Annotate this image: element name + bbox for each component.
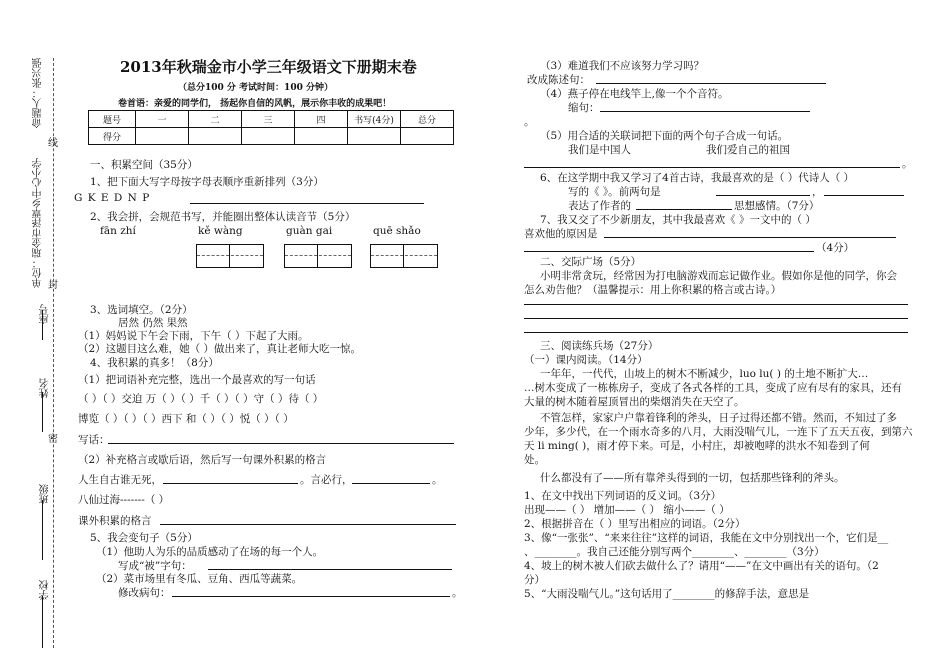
score-header-cell: 总分: [401, 111, 454, 128]
passage-line: 少年，多少代，在一个雨水奇多的八月，大雨没喘气儿，一连下了五天五夜，到第六: [524, 426, 913, 438]
q2-writing-box[interactable]: [370, 244, 438, 268]
q5-3-sentence: （3）难道我们不应该努力学习吗？: [540, 60, 705, 72]
write-line[interactable]: [108, 432, 454, 444]
q5-5-sentence-a: 我们是中国人: [568, 144, 631, 156]
extra-motto-label: 课外积累的格言: [78, 515, 152, 527]
name-label: 姓名: [40, 378, 51, 398]
seat-label: 座号: [40, 304, 51, 324]
r3-prompt: 3、像“一张张”、“来来往往”这样的词语，我能在文中分别找出一个，它们是__: [524, 532, 889, 544]
q7-reason-line[interactable]: [604, 226, 896, 238]
q4-1-prompt: （1）把词语补充完整，选出一个最喜欢的写一句话: [78, 374, 316, 386]
passage-line: 处。: [524, 454, 545, 466]
q5-1-sentence: （1）他助人为乐的品质感动了在场的每一个人。: [96, 546, 324, 558]
section-2-text-1: 小明非常贪玩，经常因为打电脑游戏而忘记做作业。假如你是他的同学，你会: [540, 270, 897, 282]
proposer-label: 命题人：张兴强: [33, 58, 44, 128]
q2-pinyin-1: fān zhí: [100, 225, 136, 237]
q1-prompt: 1、把下面大写字母按字母表顺序重新排列（3分）: [90, 176, 324, 188]
q3-sentence-1: （1）妈妈说下午会下雨，下午（ ）下起了大雨。: [78, 330, 309, 342]
q5-1-label: 写成“被”字句：: [118, 560, 192, 572]
q5-5-sentence: （5）用合适的关联词把下面的两个句子合成一句话。: [540, 130, 789, 142]
section-2-answer-line[interactable]: [524, 332, 908, 333]
period: 。: [432, 474, 443, 486]
period: 。: [524, 116, 535, 128]
extra-motto-line[interactable]: [160, 513, 456, 525]
proverb-2: 八仙过海-------（ ）: [78, 494, 170, 506]
q7-score: （4分）: [816, 242, 855, 254]
q4-idioms-row-2: 博览（ ）（ ）（ ）西下 和（ ）（ ）悦（ ）（ ）: [78, 413, 294, 425]
class-label: 班级: [40, 484, 51, 504]
q5-5-line[interactable]: [524, 156, 900, 168]
q6-line-a[interactable]: [716, 184, 810, 196]
school-blank[interactable]: [42, 596, 43, 648]
score-header-cell: 四: [295, 111, 348, 128]
q4-idioms-row-1: （ ）（ ）交迫 万（ ）（ ）千（ ）（ ）守（ ）待（ ）: [78, 393, 324, 405]
section-2-answer-line[interactable]: [524, 318, 908, 319]
score-cell[interactable]: [136, 128, 189, 145]
r3-line-2: 、________。我自己还能分别写两个________、________（3分）: [524, 546, 825, 558]
q2-writing-box[interactable]: [284, 244, 352, 268]
score-cell[interactable]: [401, 128, 454, 145]
q7-reason-label: 喜欢他的原因是: [524, 228, 598, 240]
period: 。: [452, 587, 463, 599]
comma: ，: [812, 186, 823, 198]
r1-answers: 出现——（ ） 增加——（ ） 缩小——（ ）: [524, 504, 730, 516]
q6-feeling-line[interactable]: [636, 198, 732, 210]
q5-4-line[interactable]: [600, 100, 810, 112]
q6-line-2: 写的《 》。前两句是: [568, 186, 661, 198]
seal-line-char: 线: [48, 138, 58, 149]
r2-prompt: 2、根据拼音在（ ）里写出相应的词语。（2分）: [524, 518, 746, 530]
seal-close-char: 密: [48, 434, 58, 445]
q2-pinyin-3: guàn gai: [286, 225, 333, 237]
q6-prompt: 6、在这学期中我又学习了4首古诗，我最喜欢的是（ ）代诗人（ ）: [540, 172, 855, 184]
section-1-heading: 一、积累空间（35分）: [90, 159, 198, 171]
class-blank[interactable]: [42, 500, 43, 560]
motto: 卷首语：亲爱的同学们， 扬起你自信的风帆，展示你丰收的成果吧！: [118, 99, 392, 109]
score-cell[interactable]: [348, 128, 401, 145]
q4-2-prompt: （2）补充格言或歇后语，然后写一句课外积累的格言: [78, 454, 327, 466]
name-blank[interactable]: [42, 392, 43, 432]
q2-pinyin-2: kě wàng: [198, 225, 243, 237]
q5-2-sentence: （2）菜市场里有冬瓜、豆角、西瓜等蔬菜。: [96, 573, 303, 585]
q2-writing-box[interactable]: [196, 244, 264, 268]
q7-reason-line-2[interactable]: [524, 240, 814, 252]
passage-line: 什么都没有了——所有靠斧头得到的一切，包括那些锋利的斧头。: [540, 472, 845, 484]
exam-meta: （总分100 分 考试时间：100 分钟）: [178, 83, 333, 93]
passage-line: 大量的树木随着屋顶冒出的柴烟消失在天空了。: [524, 396, 745, 408]
q4-prompt: 4、我积累的真多！（8分）: [90, 357, 219, 369]
proverb-1b-blank[interactable]: [352, 472, 430, 484]
r1-prompt: 1、在文中找出下列词语的反义词。（3分）: [524, 490, 722, 502]
score-cell[interactable]: [189, 128, 242, 145]
section-2-text-2: 怎么劝告他？（温馨提示：用上你积累的格言或古诗。）: [524, 284, 782, 296]
section-2-answer-line[interactable]: [524, 304, 908, 305]
passage-line: 不管怎样，家家户户靠着锋利的斧头，日子过得还都不错。然而，不知过了多: [540, 412, 897, 424]
score-cell[interactable]: [295, 128, 348, 145]
q3-prompt: 3、选词填空。（2分）: [90, 304, 193, 316]
proverb-1b: 。言必行，: [300, 474, 353, 486]
r4-prompt: 4、坡上的树木被人们砍去做什么了？请用“——”在文中画出有关的语句。（2: [524, 560, 879, 572]
q5-prompt: 5、我会变句子（5分）: [90, 532, 198, 544]
q2-pinyin-4: quē shǎo: [373, 225, 421, 237]
unit-label: 单位：瑞金市泽覃乡中心小学: [33, 158, 44, 288]
q1-answer-line[interactable]: [190, 192, 424, 204]
school-label: 学校: [40, 580, 51, 600]
score-header-cell: 二: [189, 111, 242, 128]
write-label: 写话：: [78, 434, 110, 446]
proverb-1: 人生自古谁无死，: [78, 474, 162, 486]
seal-seal-char: 封: [48, 280, 58, 291]
section-3-heading: 三、阅读练兵场（27分）: [540, 340, 659, 352]
q5-2-label: 修改病句：: [118, 587, 171, 599]
q5-1-line[interactable]: [208, 558, 452, 570]
q1-letters: G K E D N P: [74, 192, 151, 204]
score-cell[interactable]: [242, 128, 295, 145]
passage-line: …树木变成了一栋栋房子，变成了各式各样的工具，变成了应有尽有的家具，还有: [524, 382, 902, 394]
r4-line-2: 分）: [524, 574, 545, 586]
score-header-cell: 题号: [89, 111, 136, 128]
q3-choices: 居然 仍然 果然: [118, 317, 188, 329]
r5-prompt: 5、“大雨没喘气儿。”这句话用了________的修辞手法，意思是: [524, 588, 810, 600]
score-table: [88, 110, 454, 145]
exam-title: 2013年秋瑞金市小学三年级语文下册期末卷: [120, 58, 417, 76]
q5-3-label: 改成陈述句：: [527, 74, 590, 86]
q6-line-3: 表达了作者的: [568, 200, 631, 212]
passage-line: 天 li ming( )，雨才停下来。可是，小村庄，却被咆哮的洪水不知卷到了何: [524, 440, 870, 452]
q7-prompt: 7、我又交了不少新朋友，其中我最喜欢《 》一文中的（ ）: [540, 214, 816, 226]
q3-sentence-2: （2）这题目这么难，她（ ）做出来了，真让老师大吃一惊。: [78, 343, 362, 355]
q5-5-sentence-b: 我们爱自己的祖国: [706, 144, 790, 156]
q5-2-line[interactable]: [172, 585, 450, 597]
q6-line-b[interactable]: [824, 184, 904, 196]
section-3-sub: （一）课内阅读。（14分）: [524, 354, 648, 366]
passage-line: 一年年，一代代，山坡上的树木不断减少，luo lu( ) 的土地不断扩大…: [540, 368, 869, 380]
score-header-cell: 一: [136, 111, 189, 128]
q5-4-sentence: （4）燕子停在电线竿上,像一个个音符。: [540, 88, 729, 100]
score-row-label: 得分: [89, 128, 136, 145]
q2-prompt: 2、我会拼，会规范书写，并能圈出整体认读音节（5分）: [90, 211, 356, 223]
section-2-heading: 二、交际广场（5分）: [540, 256, 642, 268]
score-header-cell: 三: [242, 111, 295, 128]
q6-line-3b: 思想感情。（7分）: [734, 200, 820, 212]
period: 。: [902, 158, 913, 170]
q5-3-line[interactable]: [596, 72, 826, 84]
seat-blank[interactable]: [42, 310, 43, 340]
q5-4-label: 缩句：: [568, 102, 600, 114]
proverb-1-blank[interactable]: [163, 472, 298, 484]
score-header-cell: 书写(4分): [348, 111, 401, 128]
